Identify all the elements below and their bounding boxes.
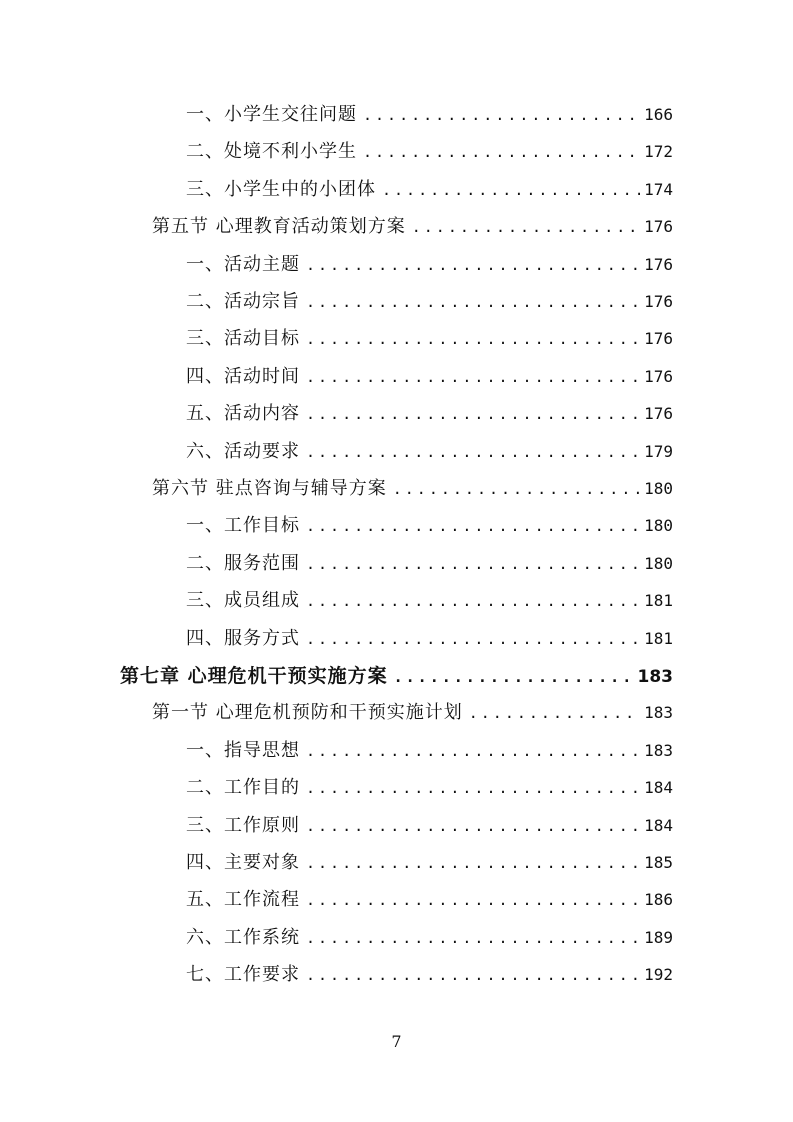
toc-entry[interactable]: [152, 698, 673, 728]
toc-leader-dots: [306, 287, 640, 317]
toc-entry-title: 四、主要对象: [186, 852, 300, 873]
toc-entry-page: 186: [644, 890, 673, 910]
toc-entry-title: 一、小学生交往问题: [186, 104, 357, 125]
toc-entry[interactable]: [186, 624, 673, 654]
toc-entry-title: 四、活动时间: [186, 365, 300, 387]
toc-entry-title: 一、指导思想: [186, 739, 300, 761]
toc-entry[interactable]: [186, 287, 673, 317]
toc-leader-dots: [306, 960, 640, 990]
toc-leader-dots: [306, 923, 640, 953]
page-number: 7: [391, 1032, 402, 1051]
toc-leader-dots: [306, 586, 640, 616]
toc-entry[interactable]: [186, 549, 673, 579]
toc-entry[interactable]: [186, 362, 673, 392]
toc-entry-title: 三、成员组成: [186, 590, 300, 612]
toc-entry[interactable]: [186, 437, 673, 467]
toc-entry-page: 176: [644, 329, 673, 349]
toc-entry-page: 180: [644, 516, 673, 536]
toc-entry-title: 二、服务范围: [186, 552, 300, 574]
toc-entry-page: 184: [644, 778, 673, 798]
toc-entry-title: 第五节 心理教育活动策划方案: [152, 216, 406, 238]
toc-entry-title: 三、活动目标: [186, 328, 300, 350]
toc-entry-title: 二、工作目的: [186, 777, 300, 799]
toc-entry-title: 三、工作原则: [186, 814, 300, 836]
toc-entry[interactable]: [186, 100, 673, 130]
toc-leader-dots: [382, 175, 640, 205]
toc-leader-dots: [469, 698, 640, 728]
toc-leader-dots: [306, 250, 640, 280]
toc-leader-dots: [306, 399, 640, 429]
toc-leader-dots: [306, 811, 640, 841]
toc-entry[interactable]: [186, 848, 673, 878]
toc-entry-title: 三、小学生中的小团体: [186, 178, 376, 200]
toc-entry[interactable]: [152, 212, 673, 242]
toc-entry-title: 四、服务方式: [186, 627, 300, 649]
toc-entry-page: 172: [644, 142, 673, 162]
toc-leader-dots: [394, 662, 634, 692]
toc-leader-dots: [306, 773, 640, 803]
toc-entry[interactable]: [120, 661, 673, 691]
toc-entry[interactable]: [186, 137, 673, 167]
toc-entry-title: 七、工作要求: [186, 964, 300, 986]
toc-entry-page: 180: [644, 553, 673, 573]
toc-entry-title: 一、活动主题: [186, 253, 300, 275]
toc-entry[interactable]: [186, 175, 673, 205]
toc-entry-page: 180: [644, 479, 673, 498]
toc-entry-page: 189: [644, 927, 673, 947]
toc-leader-dots: [306, 736, 640, 766]
toc-entry[interactable]: [186, 923, 673, 953]
toc-leader-dots: [393, 474, 640, 504]
toc-entry-title: 第六节 驻点咨询与辅导方案: [152, 478, 387, 499]
toc-entry-title: 二、活动宗旨: [186, 291, 300, 312]
toc-leader-dots: [363, 100, 640, 130]
toc-entry-title: 六、活动要求: [186, 440, 300, 462]
toc-entry-page: 176: [644, 404, 673, 424]
toc-entry-title: 五、活动内容: [186, 403, 300, 425]
toc-leader-dots: [363, 137, 640, 167]
toc-entry-page: 176: [644, 366, 673, 386]
toc-entry-page: 181: [644, 591, 673, 611]
toc-entry[interactable]: [186, 399, 673, 429]
toc-entry-page: 183: [644, 703, 673, 723]
toc-entry-title: 六、工作系统: [186, 926, 300, 948]
toc-leader-dots: [306, 362, 640, 392]
toc-entry[interactable]: [186, 250, 673, 280]
toc-leader-dots: [412, 212, 640, 242]
toc-entry[interactable]: [186, 960, 673, 990]
toc-entry-page: 179: [644, 441, 673, 461]
toc-entry-page: 166: [644, 105, 673, 124]
toc-entry[interactable]: [186, 811, 673, 841]
toc-entry[interactable]: [186, 511, 673, 541]
toc-entry-page: 174: [644, 179, 673, 199]
toc-entry-title: 一、工作目标: [186, 515, 300, 537]
toc-leader-dots: [306, 885, 640, 915]
toc-entry-page: 176: [644, 254, 673, 274]
toc-entry-page: 183: [637, 667, 673, 687]
toc-leader-dots: [306, 437, 640, 467]
toc-entry-title: 第七章 心理危机干预实施方案: [120, 665, 388, 687]
toc-entry-page: 181: [644, 628, 673, 648]
toc-leader-dots: [306, 624, 640, 654]
toc-leader-dots: [306, 324, 640, 354]
toc-entry-page: 183: [644, 740, 673, 760]
toc-entry-page: 176: [644, 292, 673, 311]
toc-entry[interactable]: [186, 736, 673, 766]
toc-entry[interactable]: [186, 885, 673, 915]
toc-entry-page: 184: [644, 815, 673, 835]
toc-entry-page: 192: [644, 965, 673, 985]
toc-entry-page: 176: [644, 217, 673, 237]
toc-leader-dots: [306, 549, 640, 579]
toc-entry[interactable]: [186, 773, 673, 803]
toc-entry[interactable]: [186, 324, 673, 354]
toc-leader-dots: [306, 848, 640, 878]
toc-entry-title: 第一节 心理危机预防和干预实施计划: [152, 702, 463, 724]
toc-entry-page: 185: [644, 853, 673, 872]
toc-entry[interactable]: [152, 474, 673, 504]
toc-leader-dots: [306, 511, 640, 541]
toc-entry[interactable]: [186, 586, 673, 616]
toc-entry-title: 二、处境不利小学生: [186, 141, 357, 163]
toc-entry-title: 五、工作流程: [186, 889, 300, 911]
